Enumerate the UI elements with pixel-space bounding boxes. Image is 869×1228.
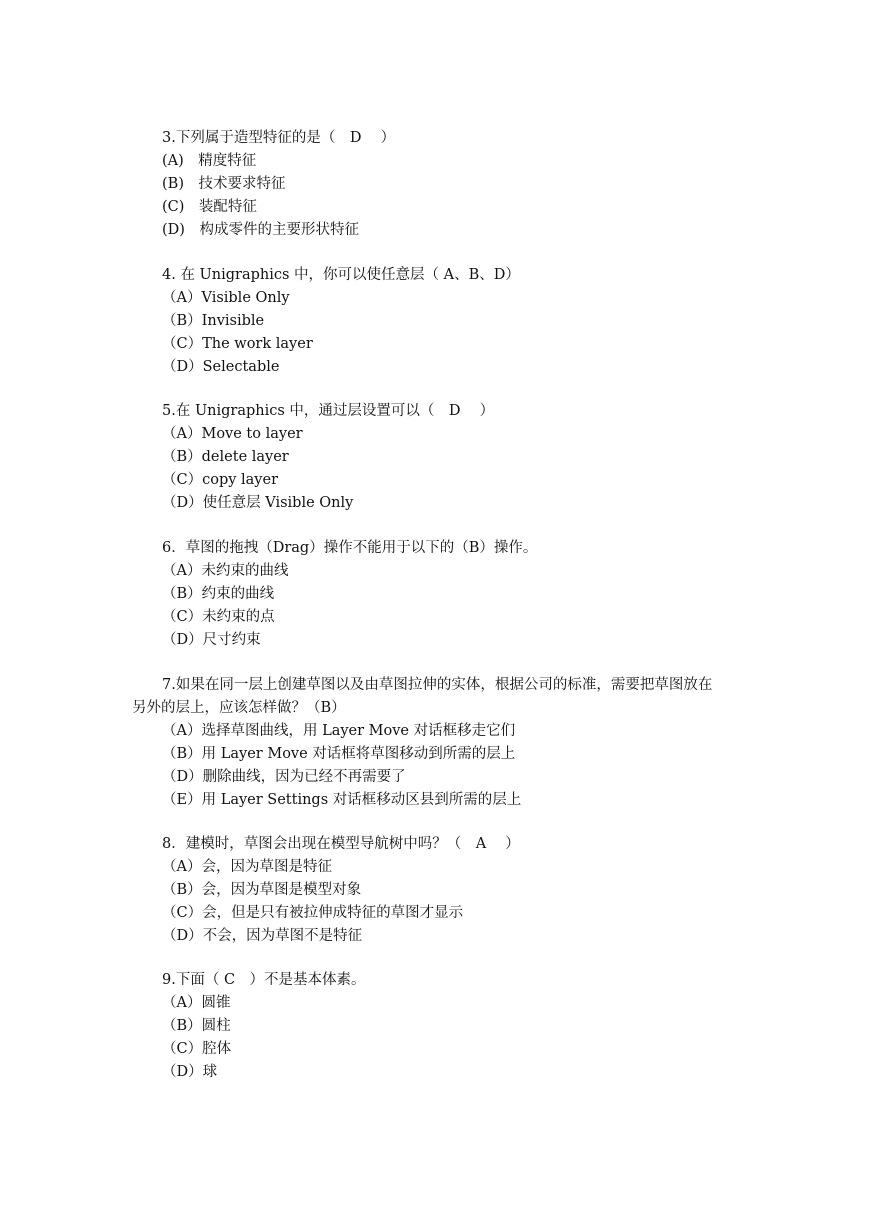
question-stem: 5.在 Unigraphics 中，通过层设置可以（ D ） xyxy=(162,403,495,419)
option-d: （D）使任意层 Visible Only xyxy=(162,495,354,511)
option-d: (D) 构成零件的主要形状特征 xyxy=(162,222,359,238)
question-stem: 4. 在 Unigraphics 中，你可以使任意层（ A、B、D） xyxy=(162,267,520,283)
option-b: （B）约束的曲线 xyxy=(162,586,275,602)
question-stem-continued: 另外的层上，应该怎样做？（B） xyxy=(132,700,346,716)
option-e: （E）用 Layer Settings 对话框移动区县到所需的层上 xyxy=(162,792,522,808)
option-c: （C）腔体 xyxy=(162,1041,232,1057)
option-a: （A）选择草图曲线，用 Layer Move 对话框移走它们 xyxy=(162,723,516,739)
option-d: （D）Selectable xyxy=(162,359,280,375)
option-d: （D）不会，因为草图不是特征 xyxy=(162,928,363,944)
question-stem: 3.下列属于造型特征的是（ D ） xyxy=(162,130,396,146)
option-a: （A）未约束的曲线 xyxy=(162,563,289,579)
option-a: （A）Move to layer xyxy=(162,426,303,442)
option-b: （B）会，因为草图是模型对象 xyxy=(162,882,362,898)
option-a: （A）Visible Only xyxy=(162,290,290,306)
option-b: （B）用 Layer Move 对话框将草图移动到所需的层上 xyxy=(162,746,516,762)
question-stem: 6．草图的拖拽（Drag）操作不能用于以下的（B）操作。 xyxy=(162,540,538,556)
question-stem: 8．建模时，草图会出现在模型导航树中吗？（ A ） xyxy=(162,836,520,852)
option-b: （B）delete layer xyxy=(162,449,289,465)
option-c: （C）The work layer xyxy=(162,336,313,352)
option-b: (B) 技术要求特征 xyxy=(162,176,286,192)
option-a: （A）圆锥 xyxy=(162,995,231,1011)
option-d: （D）尺寸约束 xyxy=(162,632,261,648)
option-b: （B）圆柱 xyxy=(162,1018,231,1034)
option-c: （C）会，但是只有被拉伸成特征的草图才显示 xyxy=(162,905,464,921)
option-c: （C）未约束的点 xyxy=(162,609,275,625)
question-stem: 7.如果在同一层上创建草图以及由草图拉伸的实体，根据公司的标准，需要把草图放在 xyxy=(162,677,713,693)
option-d: （D）球 xyxy=(162,1064,218,1080)
option-b: （B）Invisible xyxy=(162,313,265,329)
option-a: （A）会，因为草图是特征 xyxy=(162,859,332,875)
option-d: （D）删除曲线，因为已经不再需要了 xyxy=(162,769,406,785)
option-c: (C) 装配特征 xyxy=(162,199,257,215)
option-c: （C）copy layer xyxy=(162,472,279,488)
question-stem: 9.下面（ C ）不是基本体素。 xyxy=(162,972,366,988)
option-a: (A) 精度特征 xyxy=(162,153,257,169)
